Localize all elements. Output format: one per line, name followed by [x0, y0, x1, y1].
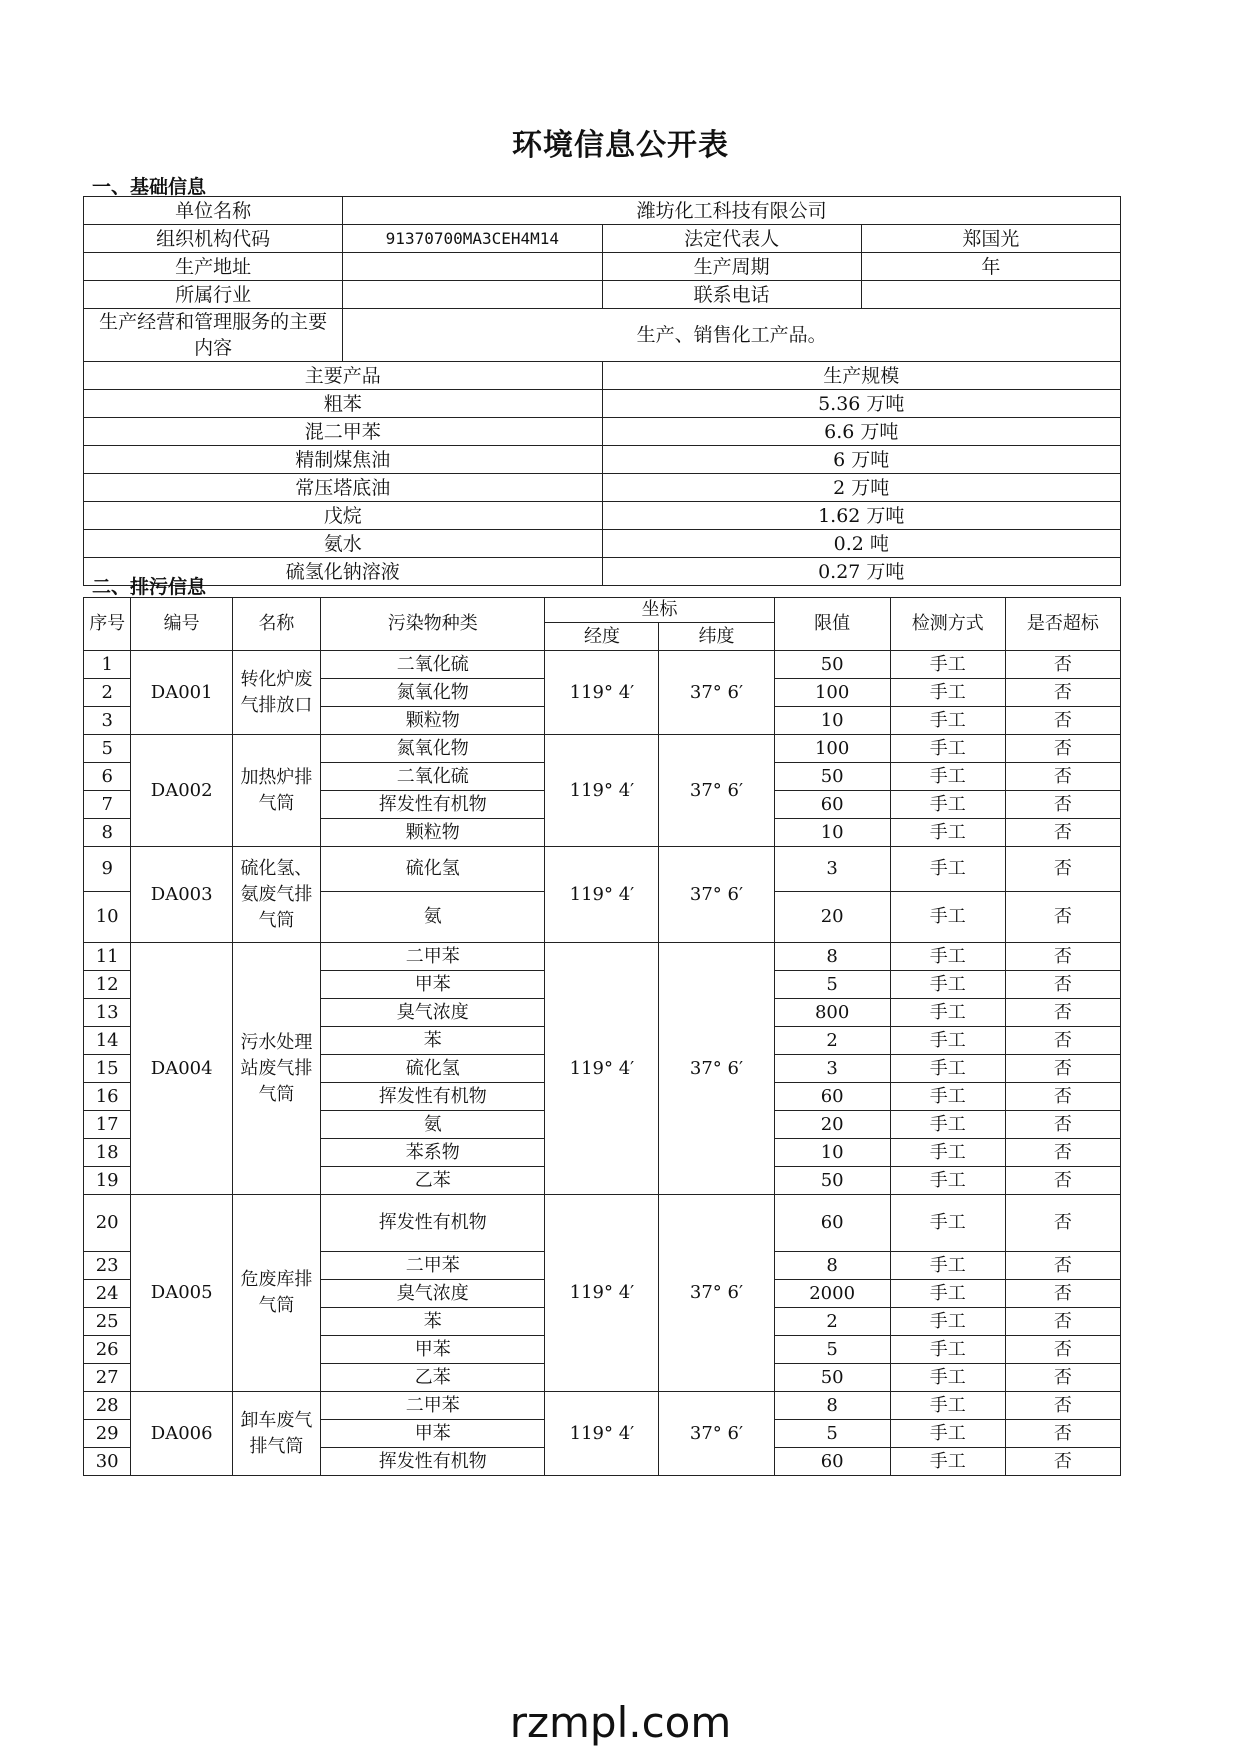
- header-pollutant: 污染物种类: [320, 598, 545, 651]
- product-name: 粗苯: [84, 390, 603, 418]
- header-lat: 纬度: [659, 623, 774, 651]
- latitude: 37° 6′: [659, 1195, 774, 1392]
- detection-method: 手工: [890, 1111, 1005, 1139]
- limit-value: 60: [774, 1195, 890, 1252]
- basic-info-table: [83, 196, 1121, 586]
- exceed-status: 否: [1005, 1448, 1120, 1476]
- outlet-name: 卸车废气排气筒: [232, 1392, 320, 1476]
- latitude: 37° 6′: [659, 651, 774, 735]
- row-seq: 1: [84, 651, 131, 679]
- label-phone: 联系电话: [602, 281, 861, 309]
- label-address: 生产地址: [84, 253, 343, 281]
- exceed-status: 否: [1005, 1167, 1120, 1195]
- row-seq: 27: [84, 1364, 131, 1392]
- table-header-row: [84, 598, 1121, 623]
- limit-value: 10: [774, 707, 890, 735]
- detection-method: 手工: [890, 892, 1005, 943]
- row-seq: 9: [84, 847, 131, 892]
- table-row: [84, 847, 1121, 892]
- table-row: [84, 502, 1121, 530]
- exceed-status: 否: [1005, 679, 1120, 707]
- exceed-status: 否: [1005, 1055, 1120, 1083]
- limit-value: 50: [774, 763, 890, 791]
- row-seq: 17: [84, 1111, 131, 1139]
- table-row: [84, 418, 1121, 446]
- exceed-status: 否: [1005, 651, 1120, 679]
- row-seq: 2: [84, 679, 131, 707]
- row-seq: 13: [84, 999, 131, 1027]
- exceed-status: 否: [1005, 1139, 1120, 1167]
- exceed-status: 否: [1005, 791, 1120, 819]
- exceed-status: 否: [1005, 1308, 1120, 1336]
- limit-value: 10: [774, 1139, 890, 1167]
- exceed-status: 否: [1005, 971, 1120, 999]
- exceed-status: 否: [1005, 735, 1120, 763]
- row-seq: 29: [84, 1420, 131, 1448]
- value-business: 生产、销售化工产品。: [343, 309, 1121, 362]
- row-seq: 11: [84, 943, 131, 971]
- limit-value: 50: [774, 651, 890, 679]
- limit-value: 2000: [774, 1280, 890, 1308]
- product-scale: 0.27 万吨: [602, 558, 1121, 586]
- limit-value: 8: [774, 943, 890, 971]
- value-org-code: 91370700MA3CEH4M14: [343, 225, 602, 253]
- longitude: 119° 4′: [545, 651, 659, 735]
- longitude: 119° 4′: [545, 847, 659, 943]
- row-seq: 14: [84, 1027, 131, 1055]
- limit-value: 60: [774, 791, 890, 819]
- detection-method: 手工: [890, 707, 1005, 735]
- table-row: [84, 474, 1121, 502]
- value-legal-rep: 郑国光: [861, 225, 1120, 253]
- exceed-status: 否: [1005, 1195, 1120, 1252]
- table-row: [84, 225, 1121, 253]
- pollutant-type: 甲苯: [320, 1336, 545, 1364]
- row-seq: 8: [84, 819, 131, 847]
- pollutant-type: 硫化氢: [320, 847, 545, 892]
- emission-table: [83, 597, 1121, 1476]
- detection-method: 手工: [890, 651, 1005, 679]
- pollutant-type: 氮氧化物: [320, 735, 545, 763]
- pollutant-type: 乙苯: [320, 1364, 545, 1392]
- pollutant-type: 二甲苯: [320, 943, 545, 971]
- detection-method: 手工: [890, 943, 1005, 971]
- row-seq: 15: [84, 1055, 131, 1083]
- limit-value: 2: [774, 1308, 890, 1336]
- row-seq: 28: [84, 1392, 131, 1420]
- row-seq: 7: [84, 791, 131, 819]
- exceed-status: 否: [1005, 1027, 1120, 1055]
- detection-method: 手工: [890, 971, 1005, 999]
- product-scale: 0.2 吨: [602, 530, 1121, 558]
- table-row: [84, 558, 1121, 586]
- detection-method: 手工: [890, 1448, 1005, 1476]
- product-scale: 2 万吨: [602, 474, 1121, 502]
- detection-method: 手工: [890, 999, 1005, 1027]
- detection-method: 手工: [890, 1055, 1005, 1083]
- table-row: [84, 362, 1121, 390]
- detection-method: 手工: [890, 1364, 1005, 1392]
- product-name: 硫氢化钠溶液: [84, 558, 603, 586]
- exceed-status: 否: [1005, 1280, 1120, 1308]
- header-lng: 经度: [545, 623, 659, 651]
- pollutant-type: 氨: [320, 1111, 545, 1139]
- outlet-name: 危废库排气筒: [232, 1195, 320, 1392]
- product-scale: 6.6 万吨: [602, 418, 1121, 446]
- row-seq: 18: [84, 1139, 131, 1167]
- exceed-status: 否: [1005, 999, 1120, 1027]
- limit-value: 50: [774, 1364, 890, 1392]
- latitude: 37° 6′: [659, 847, 774, 943]
- row-seq: 30: [84, 1448, 131, 1476]
- pollutant-type: 二甲苯: [320, 1392, 545, 1420]
- limit-value: 60: [774, 1448, 890, 1476]
- limit-value: 100: [774, 735, 890, 763]
- limit-value: 20: [774, 1111, 890, 1139]
- header-coord: 坐标: [545, 598, 774, 623]
- row-seq: 16: [84, 1083, 131, 1111]
- pollutant-type: 颗粒物: [320, 819, 545, 847]
- header-scale: 生产规模: [602, 362, 1121, 390]
- row-seq: 25: [84, 1308, 131, 1336]
- row-seq: 12: [84, 971, 131, 999]
- longitude: 119° 4′: [545, 1392, 659, 1476]
- outlet-name: 污水处理站废气排气筒: [232, 943, 320, 1195]
- detection-method: 手工: [890, 1167, 1005, 1195]
- pollutant-type: 挥发性有机物: [320, 1083, 545, 1111]
- table-row: [84, 651, 1121, 679]
- outlet-code: DA003: [131, 847, 233, 943]
- row-seq: 26: [84, 1336, 131, 1364]
- limit-value: 5: [774, 1420, 890, 1448]
- value-cycle: 年: [861, 253, 1120, 281]
- row-seq: 20: [84, 1195, 131, 1252]
- table-row: [84, 390, 1121, 418]
- limit-value: 20: [774, 892, 890, 943]
- emission-list: [84, 651, 1121, 1476]
- longitude: 119° 4′: [545, 1195, 659, 1392]
- exceed-status: 否: [1005, 707, 1120, 735]
- product-name: 常压塔底油: [84, 474, 603, 502]
- pollutant-type: 苯: [320, 1027, 545, 1055]
- longitude: 119° 4′: [545, 943, 659, 1195]
- pollutant-type: 硫化氢: [320, 1055, 545, 1083]
- limit-value: 2: [774, 1027, 890, 1055]
- limit-value: 8: [774, 1392, 890, 1420]
- pollutant-type: 乙苯: [320, 1167, 545, 1195]
- pollutant-type: 臭气浓度: [320, 1280, 545, 1308]
- header-main-products: 主要产品: [84, 362, 603, 390]
- table-row: [84, 1392, 1121, 1420]
- detection-method: 手工: [890, 1308, 1005, 1336]
- latitude: 37° 6′: [659, 1392, 774, 1476]
- section-emission-heading: 二、排污信息: [92, 576, 207, 598]
- exceed-status: 否: [1005, 892, 1120, 943]
- header-code: 编号: [131, 598, 233, 651]
- detection-method: 手工: [890, 1280, 1005, 1308]
- pollutant-type: 二氧化硫: [320, 763, 545, 791]
- product-name: 氨水: [84, 530, 603, 558]
- table-row: [84, 253, 1121, 281]
- exceed-status: 否: [1005, 1252, 1120, 1280]
- outlet-code: DA002: [131, 735, 233, 847]
- limit-value: 5: [774, 1336, 890, 1364]
- detection-method: 手工: [890, 1083, 1005, 1111]
- detection-method: 手工: [890, 847, 1005, 892]
- pollutant-type: 苯: [320, 1308, 545, 1336]
- header-name: 名称: [232, 598, 320, 651]
- outlet-code: DA006: [131, 1392, 233, 1476]
- product-scale: 1.62 万吨: [602, 502, 1121, 530]
- row-seq: 19: [84, 1167, 131, 1195]
- pollutant-type: 二氧化硫: [320, 651, 545, 679]
- limit-value: 8: [774, 1252, 890, 1280]
- limit-value: 10: [774, 819, 890, 847]
- row-seq: 24: [84, 1280, 131, 1308]
- exceed-status: 否: [1005, 1336, 1120, 1364]
- latitude: 37° 6′: [659, 735, 774, 847]
- limit-value: 50: [774, 1167, 890, 1195]
- row-seq: 5: [84, 735, 131, 763]
- detection-method: 手工: [890, 1252, 1005, 1280]
- limit-value: 3: [774, 1055, 890, 1083]
- detection-method: 手工: [890, 735, 1005, 763]
- product-name: 精制煤焦油: [84, 446, 603, 474]
- header-limit: 限值: [774, 598, 890, 651]
- longitude: 119° 4′: [545, 735, 659, 847]
- pollutant-type: 苯系物: [320, 1139, 545, 1167]
- row-seq: 23: [84, 1252, 131, 1280]
- detection-method: 手工: [890, 1336, 1005, 1364]
- outlet-name: 加热炉排气筒: [232, 735, 320, 847]
- pollutant-type: 挥发性有机物: [320, 791, 545, 819]
- limit-value: 5: [774, 971, 890, 999]
- pollutant-type: 氨: [320, 892, 545, 943]
- exceed-status: 否: [1005, 943, 1120, 971]
- product-scale: 5.36 万吨: [602, 390, 1121, 418]
- pollutant-type: 二甲苯: [320, 1252, 545, 1280]
- product-name: 戊烷: [84, 502, 603, 530]
- pollutant-type: 颗粒物: [320, 707, 545, 735]
- table-row: [84, 197, 1121, 225]
- table-row: [84, 1195, 1121, 1252]
- exceed-status: 否: [1005, 1364, 1120, 1392]
- table-row: [84, 281, 1121, 309]
- exceed-status: 否: [1005, 847, 1120, 892]
- detection-method: 手工: [890, 819, 1005, 847]
- header-exceed: 是否超标: [1005, 598, 1120, 651]
- label-legal-rep: 法定代表人: [602, 225, 861, 253]
- exceed-status: 否: [1005, 819, 1120, 847]
- label-company-name: 单位名称: [84, 197, 343, 225]
- pollutant-type: 臭气浓度: [320, 999, 545, 1027]
- outlet-code: DA001: [131, 651, 233, 735]
- value-phone: [861, 281, 1120, 309]
- limit-value: 800: [774, 999, 890, 1027]
- detection-method: 手工: [890, 763, 1005, 791]
- label-org-code: 组织机构代码: [84, 225, 343, 253]
- section-basic-heading: 一、基础信息: [92, 176, 207, 198]
- detection-method: 手工: [890, 1392, 1005, 1420]
- detection-method: 手工: [890, 1420, 1005, 1448]
- table-row: [84, 735, 1121, 763]
- outlet-code: DA005: [131, 1195, 233, 1392]
- row-seq: 10: [84, 892, 131, 943]
- detection-method: 手工: [890, 1195, 1005, 1252]
- exceed-status: 否: [1005, 1420, 1120, 1448]
- table-row: [84, 309, 1121, 362]
- product-name: 混二甲苯: [84, 418, 603, 446]
- header-seq: 序号: [84, 598, 131, 651]
- value-industry: [343, 281, 602, 309]
- detection-method: 手工: [890, 791, 1005, 819]
- label-industry: 所属行业: [84, 281, 343, 309]
- detection-method: 手工: [890, 1139, 1005, 1167]
- latitude: 37° 6′: [659, 943, 774, 1195]
- products-list: [84, 390, 1121, 586]
- limit-value: 100: [774, 679, 890, 707]
- pollutant-type: 挥发性有机物: [320, 1195, 545, 1252]
- value-address: [343, 253, 602, 281]
- outlet-code: DA004: [131, 943, 233, 1195]
- detection-method: 手工: [890, 1027, 1005, 1055]
- table-row: [84, 530, 1121, 558]
- table-row: [84, 446, 1121, 474]
- page-title: 环境信息公开表: [512, 128, 729, 163]
- header-method: 检测方式: [890, 598, 1005, 651]
- limit-value: 3: [774, 847, 890, 892]
- label-cycle: 生产周期: [602, 253, 861, 281]
- detection-method: 手工: [890, 679, 1005, 707]
- limit-value: 60: [774, 1083, 890, 1111]
- label-business: 生产经营和管理服务的主要内容: [84, 309, 343, 362]
- row-seq: 3: [84, 707, 131, 735]
- exceed-status: 否: [1005, 1111, 1120, 1139]
- table-row: [84, 943, 1121, 971]
- pollutant-type: 甲苯: [320, 1420, 545, 1448]
- exceed-status: 否: [1005, 1083, 1120, 1111]
- pollutant-type: 甲苯: [320, 971, 545, 999]
- pollutant-type: 挥发性有机物: [320, 1448, 545, 1476]
- pollutant-type: 氮氧化物: [320, 679, 545, 707]
- exceed-status: 否: [1005, 1392, 1120, 1420]
- outlet-name: 硫化氢、氨废气排气筒: [232, 847, 320, 943]
- exceed-status: 否: [1005, 763, 1120, 791]
- value-company-name: 潍坊化工科技有限公司: [343, 197, 1121, 225]
- watermark: rzmpl.com: [509, 1698, 732, 1747]
- outlet-name: 转化炉废气排放口: [232, 651, 320, 735]
- row-seq: 6: [84, 763, 131, 791]
- product-scale: 6 万吨: [602, 446, 1121, 474]
